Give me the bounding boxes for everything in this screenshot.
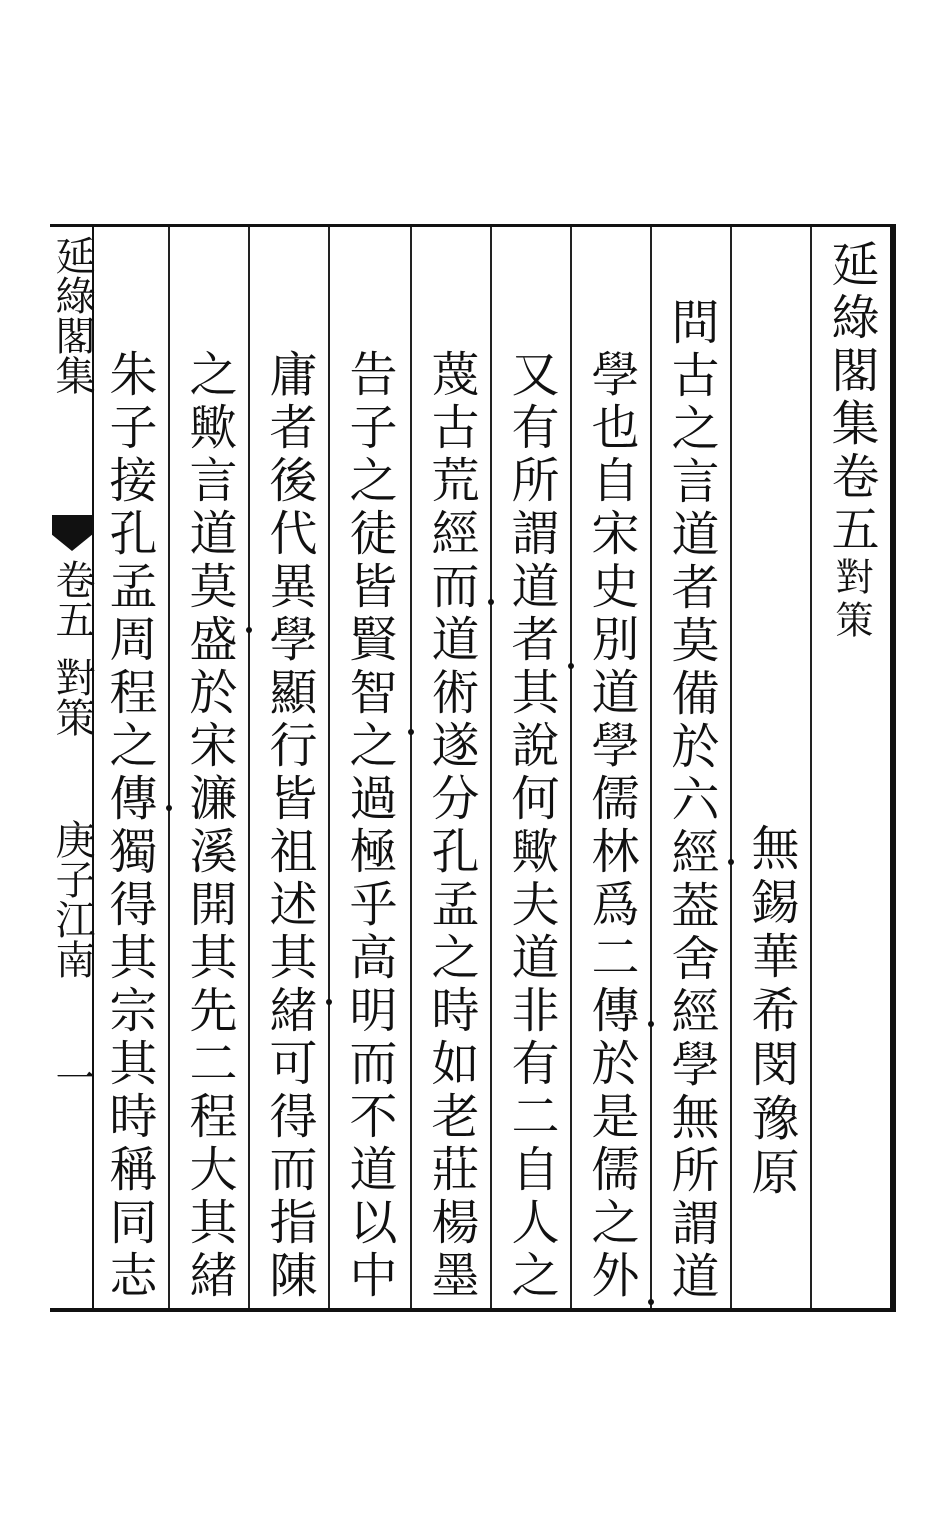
margin-note: 庚子江南 bbox=[49, 819, 95, 979]
punctuation-dot bbox=[408, 729, 414, 735]
book-title: 延綠閣集卷五 bbox=[823, 239, 879, 557]
punctuation-dot bbox=[246, 627, 252, 633]
text-column: 告子之徒皆賢智之過極乎高明而不道以中 bbox=[341, 349, 397, 1303]
column-rule bbox=[490, 227, 492, 1308]
margin-book-title: 延綠閣集 bbox=[49, 235, 95, 395]
text-column: 之歟言道莫盛於宋濂溪開其先二程大其緒 bbox=[181, 349, 237, 1303]
author-line: 無錫華希閔豫原 bbox=[743, 823, 799, 1201]
text-column: 蔑古荒經而道術遂分孔孟之時如老莊楊墨 bbox=[423, 349, 479, 1303]
column-rule bbox=[168, 227, 170, 1308]
margin-volume: 卷五 bbox=[49, 559, 95, 639]
column-rule bbox=[410, 227, 412, 1308]
title-column bbox=[816, 239, 886, 643]
column-rule bbox=[570, 227, 572, 1308]
punctuation-dot bbox=[648, 1021, 654, 1027]
punctuation-dot bbox=[166, 805, 172, 811]
column-rule bbox=[650, 227, 652, 1308]
text-column: 學也自宋史別道學儒林爲二傳於是儒之外 bbox=[583, 349, 639, 1303]
margin-block bbox=[50, 227, 94, 1308]
column-rule bbox=[810, 227, 812, 1308]
punctuation-dot bbox=[648, 1299, 654, 1305]
text-column: 問古之言道者莫備於六經葢舍經學無所謂道 bbox=[663, 297, 719, 1304]
author-column bbox=[736, 823, 806, 1201]
column-rule bbox=[248, 227, 250, 1308]
section-title: 對策 bbox=[829, 557, 873, 643]
punctuation-dot bbox=[326, 999, 332, 1005]
text-column: 庸者後代異學顯行皆祖述其緒可得而指陳 bbox=[261, 349, 317, 1303]
margin-section: 對策 bbox=[49, 657, 95, 737]
punctuation-dot bbox=[728, 859, 734, 865]
text-column: 又有所謂道者其說何歟夫道非有二自人之 bbox=[503, 349, 559, 1303]
punctuation-dot bbox=[568, 663, 574, 669]
margin-page-number: 一 bbox=[49, 1057, 95, 1097]
page-frame bbox=[50, 224, 896, 1312]
fish-tail-ornament bbox=[52, 515, 92, 551]
column-rule bbox=[730, 227, 732, 1308]
punctuation-dot bbox=[488, 599, 494, 605]
text-column: 朱子接孔孟周程之傳獨得其宗其時稱同志 bbox=[101, 349, 157, 1303]
column-rule bbox=[328, 227, 330, 1308]
